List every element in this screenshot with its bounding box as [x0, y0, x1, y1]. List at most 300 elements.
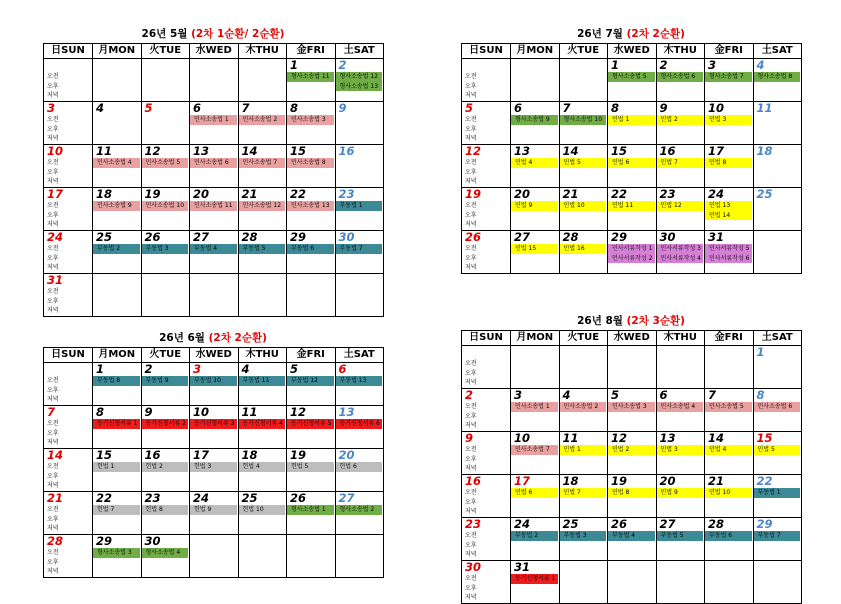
event-label[interactable]: 민사소송법 4 — [93, 158, 140, 168]
day-cell[interactable] — [462, 475, 511, 518]
day-cell[interactable] — [238, 363, 287, 406]
event-label[interactable]: 부동법 2 — [93, 244, 140, 254]
day-cell[interactable] — [559, 518, 608, 561]
day-cell[interactable] — [608, 59, 657, 102]
day-events — [608, 201, 656, 211]
day-cell[interactable] — [511, 389, 560, 432]
event-label[interactable]: 민법 5 — [560, 158, 607, 168]
event-label[interactable]: 민사소송법 11 — [190, 201, 237, 211]
day-events — [239, 505, 287, 515]
event-label[interactable]: 헌법 3 — [190, 462, 237, 472]
event-label[interactable]: 민사소송법 6 — [190, 158, 237, 168]
day-cell[interactable] — [93, 535, 142, 578]
event-label[interactable]: 부동법 7 — [754, 531, 801, 541]
day-cell[interactable] — [93, 231, 142, 274]
event-label[interactable]: 민법 3 — [705, 115, 752, 125]
day-cell[interactable] — [287, 59, 336, 102]
time-slot-label: 저녁 — [465, 422, 477, 429]
day-cell[interactable] — [511, 518, 560, 561]
day-cell[interactable] — [93, 59, 142, 102]
time-slot-label: 오전 — [47, 549, 59, 556]
event-label[interactable]: 민사소송법 3 — [608, 402, 655, 412]
event-label[interactable]: 부동법 5 — [657, 531, 704, 541]
day-cell[interactable] — [141, 406, 190, 449]
day-number: 1 — [290, 58, 299, 72]
event-label[interactable]: 부동법 4 — [608, 531, 655, 541]
event-label[interactable]: 등기신청서류 2 — [142, 419, 189, 429]
day-cell[interactable] — [44, 145, 93, 188]
time-slot-label: 오후 — [47, 515, 59, 523]
day-cell[interactable] — [608, 102, 657, 145]
day-cell[interactable] — [608, 432, 657, 475]
day-cell[interactable] — [559, 432, 608, 475]
time-slot-label: 오전 — [465, 575, 477, 582]
day-cell[interactable] — [287, 188, 336, 231]
day-cell[interactable] — [559, 561, 608, 604]
event-label[interactable]: 부동법 9 — [142, 376, 189, 386]
day-cell[interactable] — [656, 475, 705, 518]
day-cell[interactable] — [335, 274, 384, 317]
event-label[interactable]: 형사소송법 9 — [511, 115, 558, 125]
day-cell[interactable] — [511, 59, 560, 102]
event-label[interactable]: 민사서류작성 5 — [705, 244, 752, 254]
day-cell[interactable] — [287, 145, 336, 188]
day-cell[interactable] — [656, 102, 705, 145]
week-row — [462, 102, 802, 145]
day-cell[interactable] — [705, 102, 754, 145]
day-cell[interactable] — [335, 363, 384, 406]
event-label[interactable]: 민법 15 — [511, 244, 558, 254]
day-cell[interactable] — [190, 363, 239, 406]
day-cell[interactable] — [335, 449, 384, 492]
day-cell[interactable] — [753, 231, 802, 274]
day-cell[interactable] — [656, 188, 705, 231]
day-cell[interactable] — [753, 432, 802, 475]
day-cell[interactable] — [141, 231, 190, 274]
day-cell[interactable] — [511, 346, 560, 389]
day-cell[interactable] — [287, 274, 336, 317]
day-cell[interactable] — [511, 102, 560, 145]
day-cell[interactable] — [608, 561, 657, 604]
day-cell[interactable] — [753, 145, 802, 188]
time-slot-labels — [462, 402, 477, 431]
week-row — [462, 475, 802, 518]
day-cell[interactable] — [559, 346, 608, 389]
event-label[interactable]: 민사소송법 12 — [239, 201, 286, 211]
day-cell[interactable] — [287, 535, 336, 578]
day-cell[interactable] — [656, 561, 705, 604]
day-cell[interactable] — [656, 432, 705, 475]
day-cell[interactable] — [93, 449, 142, 492]
day-cell[interactable] — [93, 274, 142, 317]
day-number — [190, 535, 238, 548]
day-cell[interactable] — [559, 188, 608, 231]
day-cell[interactable] — [656, 518, 705, 561]
day-cell[interactable] — [44, 449, 93, 492]
event-label[interactable]: 민법 4 — [511, 158, 558, 168]
day-cell[interactable] — [287, 492, 336, 535]
event-label[interactable]: 등기신청서류 4 — [239, 419, 286, 429]
day-cell[interactable] — [93, 188, 142, 231]
event-label[interactable]: 등기신청서류 3 — [190, 419, 237, 429]
day-cell[interactable] — [705, 231, 754, 274]
title-month: 26년 6월 — [159, 332, 209, 344]
day-cell[interactable] — [238, 535, 287, 578]
day-cell[interactable] — [705, 518, 754, 561]
event-label[interactable]: 형사소송법 2 — [336, 505, 383, 515]
event-label[interactable]: 민법 7 — [657, 158, 704, 168]
day-cell[interactable] — [511, 432, 560, 475]
time-slot-label: 저녁 — [465, 135, 477, 142]
day-cell[interactable] — [462, 59, 511, 102]
day-cell[interactable] — [190, 449, 239, 492]
event-label[interactable]: 민법 5 — [754, 445, 801, 455]
calendar-grid — [43, 43, 384, 317]
day-cell[interactable] — [705, 346, 754, 389]
day-cell[interactable] — [462, 518, 511, 561]
day-number: 13 — [193, 144, 210, 158]
day-cell[interactable] — [141, 535, 190, 578]
day-cell[interactable] — [44, 406, 93, 449]
day-cell[interactable] — [44, 102, 93, 145]
day-events — [142, 505, 190, 515]
day-cell[interactable] — [753, 389, 802, 432]
event-label[interactable]: 민법 2 — [657, 115, 704, 125]
day-cell[interactable] — [462, 188, 511, 231]
day-number: 29 — [96, 534, 113, 548]
event-label[interactable]: 민사서류작성 4 — [657, 254, 704, 264]
event-label[interactable]: 민법 6 — [511, 488, 558, 498]
event-label[interactable]: 민법 8 — [608, 488, 655, 498]
event-label[interactable]: 등기신청서류 5 — [287, 419, 334, 429]
event-label[interactable]: 형사소송법 7 — [705, 72, 752, 82]
event-label[interactable]: 민법 10 — [560, 201, 607, 211]
day-cell[interactable] — [238, 406, 287, 449]
event-label[interactable]: 형사소송법 6 — [657, 72, 704, 82]
event-label[interactable]: 민사소송법 1 — [190, 115, 237, 125]
day-cell[interactable] — [462, 432, 511, 475]
event-label[interactable]: 민사소송법 2 — [239, 115, 286, 125]
day-cell[interactable] — [511, 475, 560, 518]
event-label[interactable]: 민법 8 — [705, 158, 752, 168]
event-label[interactable]: 민사소송법 4 — [657, 402, 704, 412]
event-label[interactable]: 헌법 1 — [93, 462, 140, 472]
day-cell[interactable] — [287, 449, 336, 492]
day-number: 26 — [465, 230, 482, 244]
day-cell[interactable] — [190, 188, 239, 231]
event-label[interactable]: 민법 11 — [608, 201, 655, 211]
day-cell[interactable] — [462, 145, 511, 188]
event-label[interactable]: 민사소송법 7 — [239, 158, 286, 168]
day-cell[interactable] — [559, 145, 608, 188]
event-label[interactable]: 형사소송법 12 — [336, 72, 383, 82]
event-label[interactable]: 부동법 2 — [511, 531, 558, 541]
day-cell[interactable] — [44, 492, 93, 535]
week-row — [462, 231, 802, 274]
event-label[interactable]: 민법 6 — [608, 158, 655, 168]
event-label[interactable]: 형사소송법 11 — [287, 72, 334, 82]
day-events — [190, 201, 238, 211]
event-label[interactable]: 헌법 7 — [93, 505, 140, 515]
day-cell[interactable] — [93, 492, 142, 535]
day-cell[interactable] — [335, 535, 384, 578]
day-cell[interactable] — [238, 59, 287, 102]
day-cell[interactable] — [141, 274, 190, 317]
time-slot-label: 저녁 — [47, 525, 59, 532]
event-label[interactable]: 부동법 4 — [190, 244, 237, 254]
day-cell[interactable] — [238, 102, 287, 145]
day-cell[interactable] — [141, 59, 190, 102]
day-cell[interactable] — [238, 449, 287, 492]
day-cell[interactable] — [238, 188, 287, 231]
day-events — [287, 462, 335, 472]
day-cell[interactable] — [753, 59, 802, 102]
day-cell[interactable] — [238, 274, 287, 317]
day-cell[interactable] — [462, 561, 511, 604]
week-row — [462, 188, 802, 231]
day-cell[interactable] — [705, 561, 754, 604]
event-label[interactable]: 헌법 9 — [190, 505, 237, 515]
day-cell[interactable] — [287, 363, 336, 406]
event-label[interactable]: 민법 10 — [705, 488, 752, 498]
event-label[interactable]: 민사소송법 1 — [511, 402, 558, 412]
event-label[interactable]: 민법 16 — [560, 244, 607, 254]
day-cell[interactable] — [608, 188, 657, 231]
day-cell[interactable] — [93, 406, 142, 449]
day-cell[interactable] — [608, 475, 657, 518]
day-cell[interactable] — [608, 389, 657, 432]
day-cell[interactable] — [656, 346, 705, 389]
event-label[interactable]: 민사소송법 9 — [93, 201, 140, 211]
day-cell[interactable] — [335, 59, 384, 102]
event-label[interactable]: 부동법 12 — [287, 376, 334, 386]
day-events — [511, 574, 559, 584]
day-cell[interactable] — [190, 145, 239, 188]
time-slot-label: 오후 — [47, 472, 59, 480]
event-label[interactable]: 민법 1 — [608, 115, 655, 125]
day-cell[interactable] — [238, 145, 287, 188]
event-label[interactable]: 민사소송법 5 — [142, 158, 189, 168]
day-cell[interactable] — [462, 102, 511, 145]
event-label[interactable]: 부동법 13 — [336, 376, 383, 386]
event-label[interactable]: 부동법 5 — [239, 244, 286, 254]
event-label[interactable]: 헌법 5 — [287, 462, 334, 472]
event-label[interactable]: 부동법 1 — [336, 201, 383, 211]
day-cell[interactable] — [705, 188, 754, 231]
day-cell[interactable] — [753, 346, 802, 389]
day-cell[interactable] — [559, 475, 608, 518]
event-label[interactable]: 부동법 11 — [239, 376, 286, 386]
event-label[interactable]: 등기신청서류 1 — [93, 419, 140, 429]
event-label[interactable]: 형사소송법 8 — [754, 72, 801, 82]
day-cell[interactable] — [705, 389, 754, 432]
day-cell[interactable] — [753, 561, 802, 604]
event-label[interactable]: 헌법 8 — [142, 505, 189, 515]
event-label[interactable]: 민사소송법 5 — [705, 402, 752, 412]
day-events — [657, 402, 705, 412]
day-cell[interactable] — [705, 59, 754, 102]
day-cell[interactable] — [559, 102, 608, 145]
day-cell[interactable] — [705, 475, 754, 518]
day-cell[interactable] — [141, 492, 190, 535]
day-cell[interactable] — [190, 59, 239, 102]
day-number: 9 — [659, 101, 668, 115]
day-cell[interactable] — [190, 274, 239, 317]
day-cell[interactable] — [462, 346, 511, 389]
day-cell[interactable] — [141, 145, 190, 188]
event-label[interactable]: 형사소송법 5 — [608, 72, 655, 82]
day-cell[interactable] — [511, 231, 560, 274]
day-cell[interactable] — [335, 102, 384, 145]
day-cell[interactable] — [93, 102, 142, 145]
day-cell[interactable] — [141, 363, 190, 406]
event-label[interactable]: 부동법 3 — [142, 244, 189, 254]
day-cell[interactable] — [238, 492, 287, 535]
day-cell[interactable] — [335, 492, 384, 535]
day-cell[interactable] — [511, 145, 560, 188]
day-cell[interactable] — [559, 231, 608, 274]
day-cell[interactable] — [190, 492, 239, 535]
event-label[interactable]: 민사소송법 2 — [560, 402, 607, 412]
day-cell[interactable] — [44, 274, 93, 317]
day-number: 4 — [562, 388, 571, 402]
event-label[interactable]: 등기신청서류 1 — [511, 574, 558, 584]
time-slot-labels — [44, 158, 59, 187]
day-cell[interactable] — [705, 145, 754, 188]
event-label[interactable]: 민법 2 — [608, 445, 655, 455]
day-cell[interactable] — [705, 432, 754, 475]
day-cell[interactable] — [462, 231, 511, 274]
time-slot-label: 오전 — [47, 506, 59, 513]
day-cell[interactable] — [559, 389, 608, 432]
event-label[interactable]: 민사소송법 7 — [511, 445, 558, 455]
day-events — [754, 488, 802, 498]
day-cell[interactable] — [190, 535, 239, 578]
day-cell[interactable] — [287, 102, 336, 145]
event-label[interactable]: 형사소송법 3 — [93, 548, 140, 558]
event-label[interactable]: 헌법 10 — [239, 505, 286, 515]
day-cell[interactable] — [44, 231, 93, 274]
event-label[interactable]: 등기신청서류 6 — [336, 419, 383, 429]
day-cell[interactable] — [753, 475, 802, 518]
event-label[interactable]: 헌법 6 — [336, 462, 383, 472]
day-cell[interactable] — [335, 406, 384, 449]
day-cell[interactable] — [753, 518, 802, 561]
event-label[interactable]: 민법 1 — [560, 445, 607, 455]
day-cell[interactable] — [93, 145, 142, 188]
day-cell[interactable] — [238, 231, 287, 274]
event-label[interactable]: 민법 3 — [657, 445, 704, 455]
event-label[interactable]: 민사서류작성 3 — [657, 244, 704, 254]
day-cell[interactable] — [190, 102, 239, 145]
event-label[interactable]: 민법 4 — [705, 445, 752, 455]
day-cell[interactable] — [335, 188, 384, 231]
day-cell[interactable] — [608, 346, 657, 389]
event-label[interactable]: 형사소송법 13 — [336, 82, 383, 92]
event-label[interactable]: 부동법 3 — [560, 531, 607, 541]
day-cell[interactable] — [753, 188, 802, 231]
day-cell[interactable] — [141, 102, 190, 145]
day-cell[interactable] — [141, 188, 190, 231]
day-cell[interactable] — [190, 406, 239, 449]
day-cell[interactable] — [608, 231, 657, 274]
day-cell[interactable] — [190, 231, 239, 274]
day-cell[interactable] — [608, 145, 657, 188]
event-label[interactable]: 부동법 6 — [705, 531, 752, 541]
event-label[interactable]: 민사소송법 3 — [287, 115, 334, 125]
day-number — [560, 561, 608, 574]
day-cell[interactable] — [511, 561, 560, 604]
event-label[interactable]: 민사소송법 10 — [142, 201, 189, 211]
event-label[interactable]: 민사서류작성 6 — [705, 254, 752, 264]
event-label[interactable]: 민사소송법 13 — [287, 201, 334, 211]
day-number: 22 — [756, 474, 773, 488]
day-number: 27 — [338, 491, 355, 505]
day-number: 4 — [241, 362, 250, 376]
weekday-header: 日SUN — [462, 331, 511, 346]
day-cell[interactable] — [462, 389, 511, 432]
day-number — [705, 561, 753, 574]
day-cell[interactable] — [44, 535, 93, 578]
day-cell[interactable] — [44, 363, 93, 406]
day-events — [93, 419, 141, 429]
event-label[interactable]: 부동법 6 — [287, 244, 334, 254]
event-label[interactable]: 민법 13 — [705, 201, 752, 211]
day-cell[interactable] — [656, 389, 705, 432]
event-label[interactable]: 민사소송법 6 — [754, 402, 801, 412]
event-label[interactable]: 민법 12 — [657, 201, 704, 211]
day-number: 18 — [96, 187, 113, 201]
day-cell[interactable] — [656, 145, 705, 188]
day-cell[interactable] — [287, 406, 336, 449]
event-label[interactable]: 민사서류작성 2 — [608, 254, 655, 264]
event-label[interactable]: 부동법 7 — [336, 244, 383, 254]
event-label[interactable]: 부동법 10 — [190, 376, 237, 386]
event-label[interactable]: 헌법 4 — [239, 462, 286, 472]
day-cell[interactable] — [93, 363, 142, 406]
event-label[interactable]: 민법 9 — [657, 488, 704, 498]
event-label[interactable]: 민법 7 — [560, 488, 607, 498]
day-number: 24 — [193, 491, 210, 505]
event-label[interactable]: 형사소송법 1 — [287, 505, 334, 515]
event-label[interactable]: 형사소송법 4 — [142, 548, 189, 558]
day-cell[interactable] — [44, 188, 93, 231]
time-slot-label: 오전 — [47, 116, 59, 123]
event-label[interactable]: 민사서류작성 1 — [608, 244, 655, 254]
event-label[interactable]: 민법 9 — [511, 201, 558, 211]
event-label[interactable]: 부동법 1 — [754, 488, 801, 498]
event-label[interactable]: 형사소송법 10 — [560, 115, 607, 125]
day-cell[interactable] — [511, 188, 560, 231]
day-cell[interactable] — [141, 449, 190, 492]
day-cell[interactable] — [608, 518, 657, 561]
day-cell[interactable] — [656, 231, 705, 274]
event-label[interactable]: 헌법 2 — [142, 462, 189, 472]
day-cell[interactable] — [559, 59, 608, 102]
day-cell[interactable] — [287, 231, 336, 274]
day-cell[interactable] — [753, 102, 802, 145]
day-cell[interactable] — [335, 145, 384, 188]
day-number: 3 — [47, 101, 56, 115]
day-cell[interactable] — [44, 59, 93, 102]
time-slot-label: 오전 — [465, 245, 477, 252]
event-label[interactable]: 부동법 8 — [93, 376, 140, 386]
event-label[interactable]: 민법 14 — [705, 211, 752, 221]
event-label[interactable]: 민사소송법 8 — [287, 158, 334, 168]
day-cell[interactable] — [335, 231, 384, 274]
day-number — [462, 346, 510, 359]
day-cell[interactable] — [656, 59, 705, 102]
